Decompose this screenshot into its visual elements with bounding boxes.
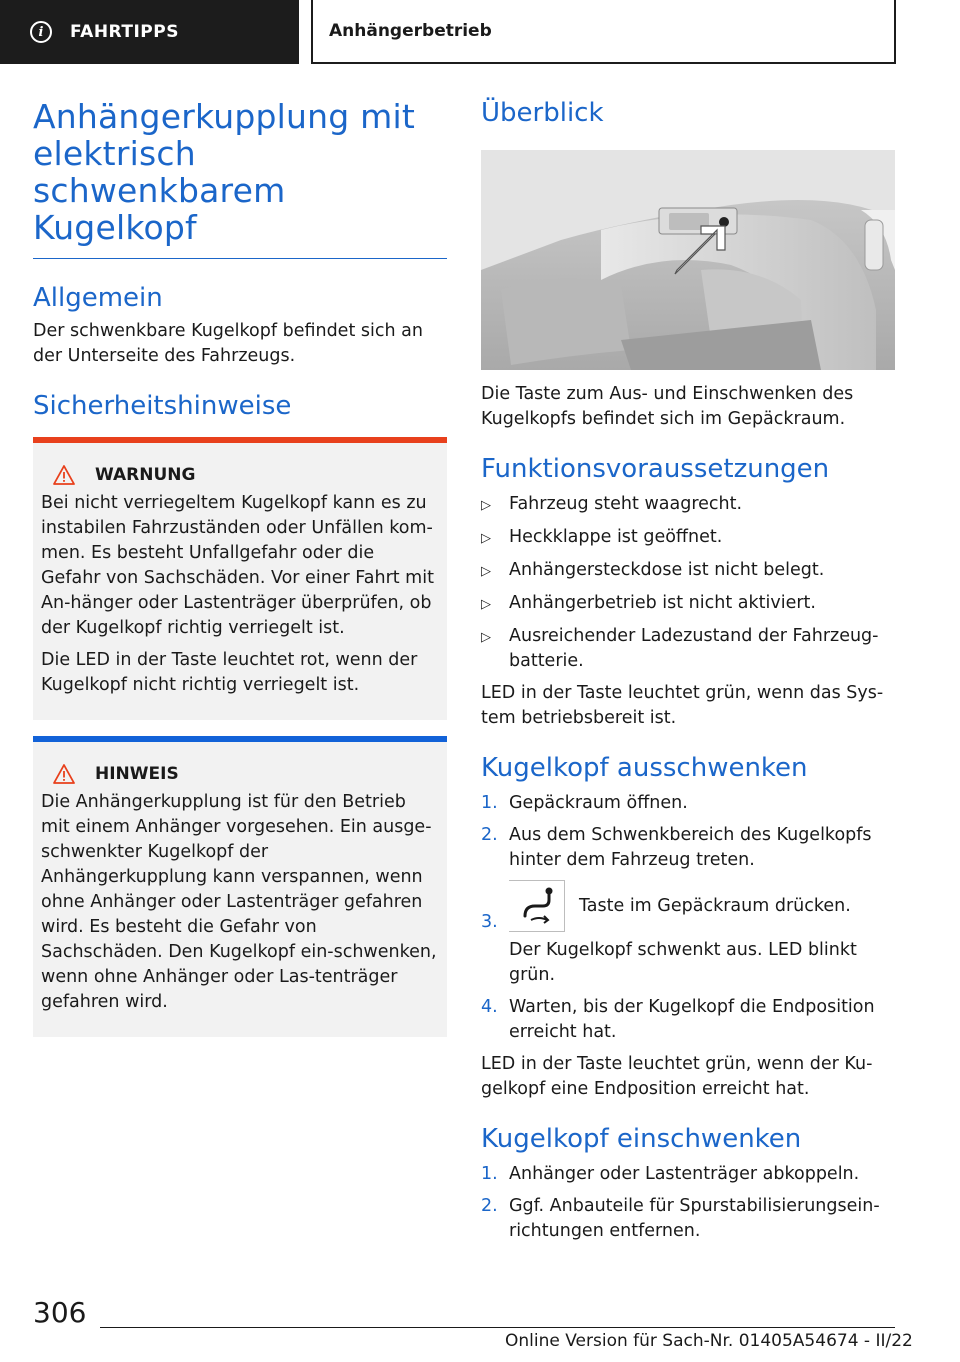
list-item: ▷ Ausreichender Ladezustand der Fahrzeug-batterie. (481, 624, 895, 674)
notice-box (33, 736, 447, 1037)
list-item: ▷ Anhängersteckdose ist nicht belegt. (481, 558, 895, 584)
trunk-illustration (481, 150, 895, 370)
right-column (481, 98, 895, 1251)
warning-bar (33, 437, 447, 443)
retract-heading: Kugelkopf einschwenken (481, 1124, 802, 1154)
left-column (33, 98, 447, 1037)
list-item: ▷ Heckklappe ist geöffnet. (481, 525, 895, 551)
notice-header (41, 764, 439, 784)
bullet-triangle-icon: ▷ (481, 531, 491, 546)
list-item: 4. Warten, bis der Kugelkopf die Endposition erreicht hat. (481, 997, 875, 1042)
bullet-triangle-icon: ▷ (481, 597, 491, 612)
extend-steps (481, 791, 895, 1045)
warning-header (41, 465, 439, 485)
section-label: FAHRTIPPS (70, 22, 179, 42)
extend-note: LED in der Taste leuchtet grün, wenn der Ku-gelkopf eine Endposition erreicht hat. (481, 1054, 873, 1099)
notice-triangle-icon (53, 764, 75, 784)
page-title: Anhängerkupplung mit elektrisch schwenkbarem Kugelkopf (33, 97, 415, 247)
bullet-triangle-icon: ▷ (481, 564, 491, 579)
chapter-header (311, 0, 896, 64)
retract-steps (481, 1162, 895, 1244)
chapter-title: Anhängerbetrieb (329, 21, 492, 41)
list-item: ▷ Fahrzeug steht waagrecht. (481, 492, 895, 518)
overview-heading: Überblick (481, 98, 604, 128)
bullet-triangle-icon: ▷ (481, 630, 491, 645)
trunk-photo (481, 150, 895, 370)
online-version-text: Online Version für Sach-Nr. 01405A54674 - II/22 (505, 1331, 913, 1351)
notice-text: Die Anhängerkupplung ist für den Betrieb mit einem Anhänger vorgesehen. Ein ausge-schwenkter Kugelkopf der Anhängerkupplung kann verspannen, wenn ohne Anhänger oder Lastenträger gefahren wird. Es besteht die Gefahr von Sachschäden. Den Kugelkopf ein-schwenken, wenn ohne Anhänger oder Las-tenträger gefahren wird. (41, 792, 437, 1012)
bullet-triangle-icon: ▷ (481, 498, 491, 513)
list-item: 1. Anhänger oder Lastenträger abkoppeln. (481, 1164, 860, 1184)
warning-box (33, 437, 447, 720)
footer-rule (100, 1327, 895, 1328)
overview-caption: Die Taste zum Aus- und Einschwenken des Kugelkopfs befindet sich im Gepäckraum. (481, 384, 854, 429)
prereq-heading: Funktionsvoraussetzungen (481, 454, 830, 484)
list-item: ▷ Anhängerbetrieb ist nicht aktiviert. (481, 591, 895, 617)
notice-label: HINWEIS (95, 764, 179, 784)
list-item: 2. Aus dem Schwenkbereich des Kugelkopfs hinter dem Fahrzeug treten. (481, 825, 872, 870)
warning-triangle-icon (53, 465, 75, 485)
general-heading: Allgemein (33, 283, 163, 313)
list-item: 1. Gepäckraum öffnen. (481, 793, 688, 813)
page-number: 306 (33, 1296, 87, 1329)
info-icon: i (30, 21, 52, 43)
notice-bar (33, 736, 447, 742)
hitch-button-icon (509, 880, 565, 932)
prereq-list (481, 492, 895, 674)
extend-heading: Kugelkopf ausschwenken (481, 753, 808, 783)
safety-heading: Sicherheitshinweise (33, 391, 292, 421)
warning-text-1: Bei nicht verriegeltem Kugelkopf kann es zu instabilen Fahrzuständen oder Unfällen kom-men. Es besteht Unfallgefahr oder die Gefahr von Sachschäden. Vor einer Fahrt mit An-hänger oder Lastenträger überprüfen, ob der Kugelkopf richtig verriegelt ist. (41, 493, 434, 638)
prereq-note: LED in der Taste leuchtet grün, wenn das Sys-tem betriebsbereit ist. (481, 683, 884, 728)
section-tab[interactable] (0, 0, 299, 64)
list-item: 2. Ggf. Anbauteile für Spurstabilisierungsein-richtungen entfernen. (481, 1196, 880, 1241)
general-text: Der schwenkbare Kugelkopf befindet sich an der Unterseite des Fahrzeugs. (33, 321, 423, 366)
warning-text-2: Die LED in der Taste leuchtet rot, wenn der Kugelkopf nicht richtig verriegelt ist. (41, 650, 418, 695)
warning-label: WARNUNG (95, 465, 196, 485)
list-item: 3. Taste im Gepäckraum drücken. Der Kugelkopf schwenkt aus. LED blinkt grün. (481, 880, 895, 988)
title-rule (33, 258, 447, 259)
